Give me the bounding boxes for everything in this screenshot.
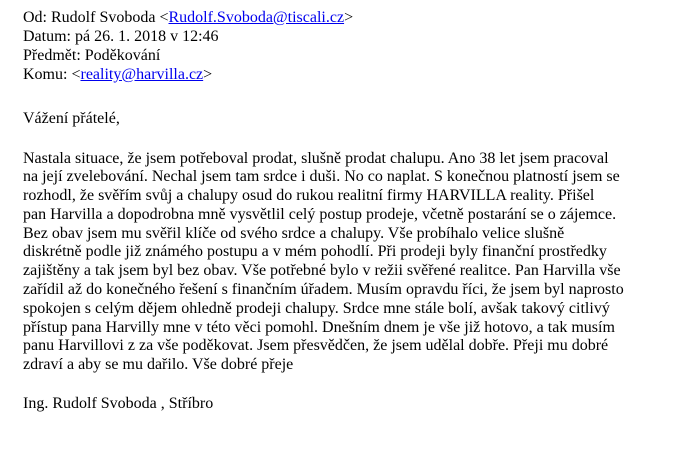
from-bracket-close: > [344, 9, 354, 26]
body-line: diskrétně podle již známého postupu a v mém pohodlí. Při prodeji byly finanční prostředky [23, 243, 607, 261]
to-line [23, 66, 691, 85]
body-line: přístup pana Harvilly mne v této věci pomohl. Dnešním dnem je vše již hotovo, a tak musím [23, 318, 615, 336]
body-line: zajištěny a tak jsem byl bez obav. Vše potřebné bylo v režii svěřené realitce. Pan Harvilla vše [23, 262, 621, 280]
body-line: na její zvelebování. Nechal jsem tam srdce i duši. No co naplat. S konečnou platností jsem se [23, 168, 620, 186]
signature: Ing. Rudolf Svoboda , Stříbro [23, 395, 214, 413]
body-line: Bez obav jsem mu svěřil klíče od svého srdce a chalupy. Vše probíhalo velice slušně [23, 224, 565, 242]
body-line: pan Harvilla a dopodrobna mně vysvětlil celý postup prodeje, včetně postarání se o zájemce. [23, 205, 617, 223]
body-line: spokojen s celým dějem ohledně prodeji chalupy. Srdce mne stále bolí, avšak takový citlivý [23, 299, 610, 317]
body-line: panu Harvillovi z za vše poděkovat. Jsem přesvědčen, že jsem udělal dobře. Přeji mu dobré [23, 337, 609, 355]
subject-line: Předmět: Poděkování [23, 47, 161, 64]
date-line: Datum: pá 26. 1. 2018 v 12:46 [23, 28, 219, 45]
body-line: zařídil až do konečného řešení s finančním úřadem. Musím opravdu říci, že jsem byl naprosto [23, 281, 624, 299]
body-line: rozhodl, že svěřím svůj a chalupy osud do rukou realitní firmy HARVILLA reality. Přišel [23, 187, 595, 205]
from-email-link[interactable]: Rudolf.Svoboda@tiscali.cz [168, 9, 345, 26]
to-email-link[interactable]: reality@harvilla.cz [80, 66, 204, 83]
body-line: Nastala situace, že jsem potřeboval prodat, slušně prodat chalupu. Ano 38 let jsem pracoval [23, 149, 609, 167]
to-bracket-close: > [203, 66, 213, 83]
body-line: zdraví a aby se mu dařilo. Vše dobré přeje [23, 356, 294, 374]
from-bracket-open: < [159, 9, 169, 26]
greeting: Vážení přátelé, [23, 110, 120, 127]
from-line [23, 9, 691, 28]
to-bracket-open: < [71, 66, 81, 83]
from-label: Od: Rudolf Svoboda [23, 9, 160, 26]
to-label: Komu: [23, 66, 72, 83]
email-body [23, 150, 691, 376]
email-document [23, 9, 691, 414]
